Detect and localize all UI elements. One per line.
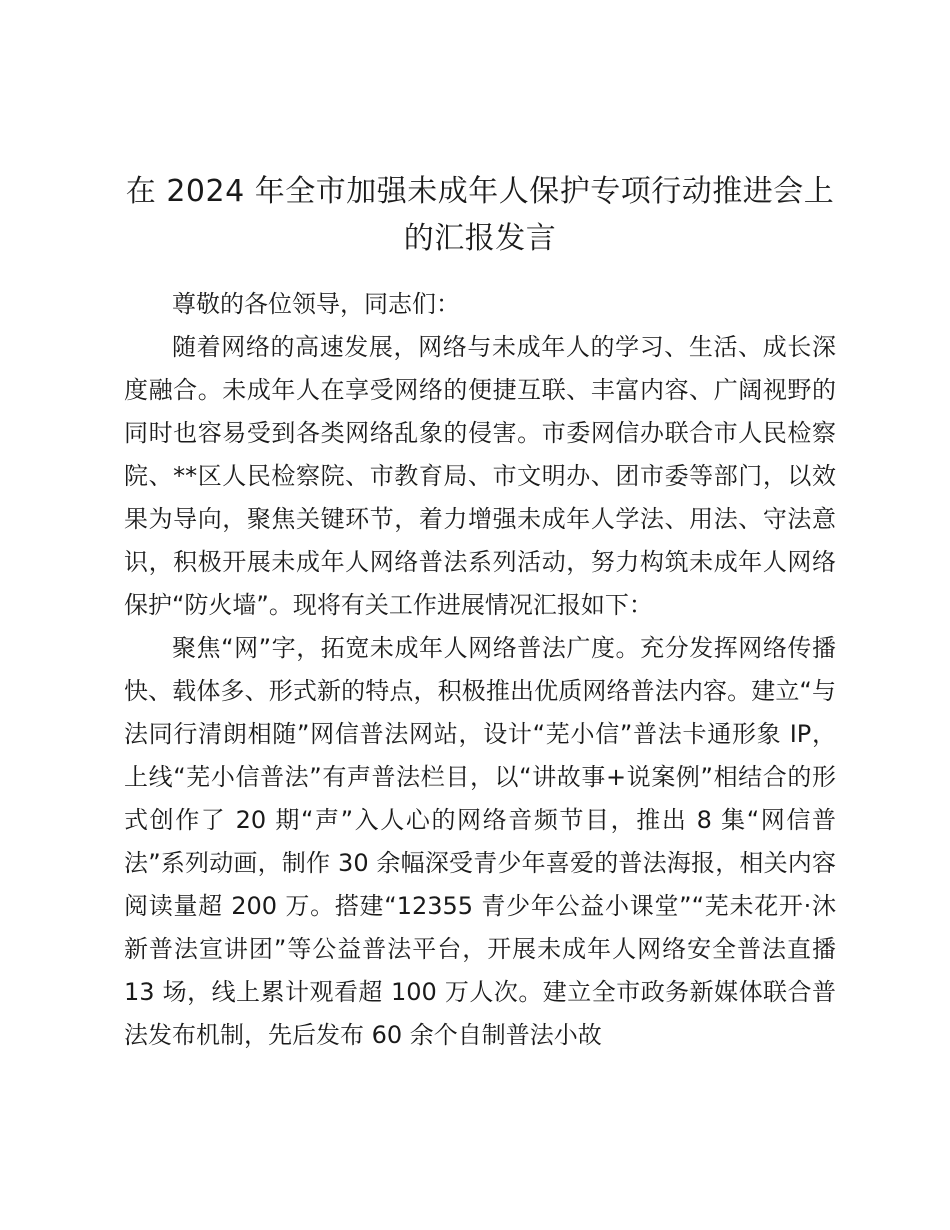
body-paragraph-2: 聚焦“网”字，拓宽未成年人网络普法广度。充分发挥网络传播快、载体多、形式新的特点，积极推出优质网络普法内容。建立“与法同行清朗相随”网信普法网站，设计“芜小信”普法卡通形象 IP，上线“芜小信普法”有声普法栏目，以“讲故事+说案例”相结合的形式创作了 20 期“声”入人心的网络音频节目，推出 8 集“网信普法”系列动画，制作 30 余幅深受青少年喜爱的普法海报，相关内容阅读量超 200 万。搭建“12355 青少年公益小课堂”“芜未花开·沐新普法宣讲团”等公益普法平台，开展未成年人网络安全普法直播 13 场，线上累计观看超 100 万人次。建立全市政务新媒体联合普法发布机制，先后发布 60 余个自制普法小故 <box>124 634 836 1049</box>
document-body <box>124 283 836 1057</box>
document-title: 在 2024 年全市加强未成年人保护专项行动推进会上的汇报发言 <box>125 174 835 256</box>
salutation: 尊敬的各位领导，同志们： <box>172 290 460 318</box>
body-paragraph-1: 随着网络的高速发展，网络与未成年人的学习、生活、成长深度融合。未成年人在享受网络的便捷互联、丰富内容、广阔视野的同时也容易受到各类网络乱象的侵害。市委网信办联合市人民检察院、**区人民检察院、市教育局、市文明办、团市委等部门，以效果为导向，聚焦关键环节，着力增强未成年人学法、用法、守法意识，积极开展未成年人网络普法系列活动，努力构筑未成年人网络保护“防火墙”。现将有关工作进展情况汇报如下： <box>124 333 836 619</box>
